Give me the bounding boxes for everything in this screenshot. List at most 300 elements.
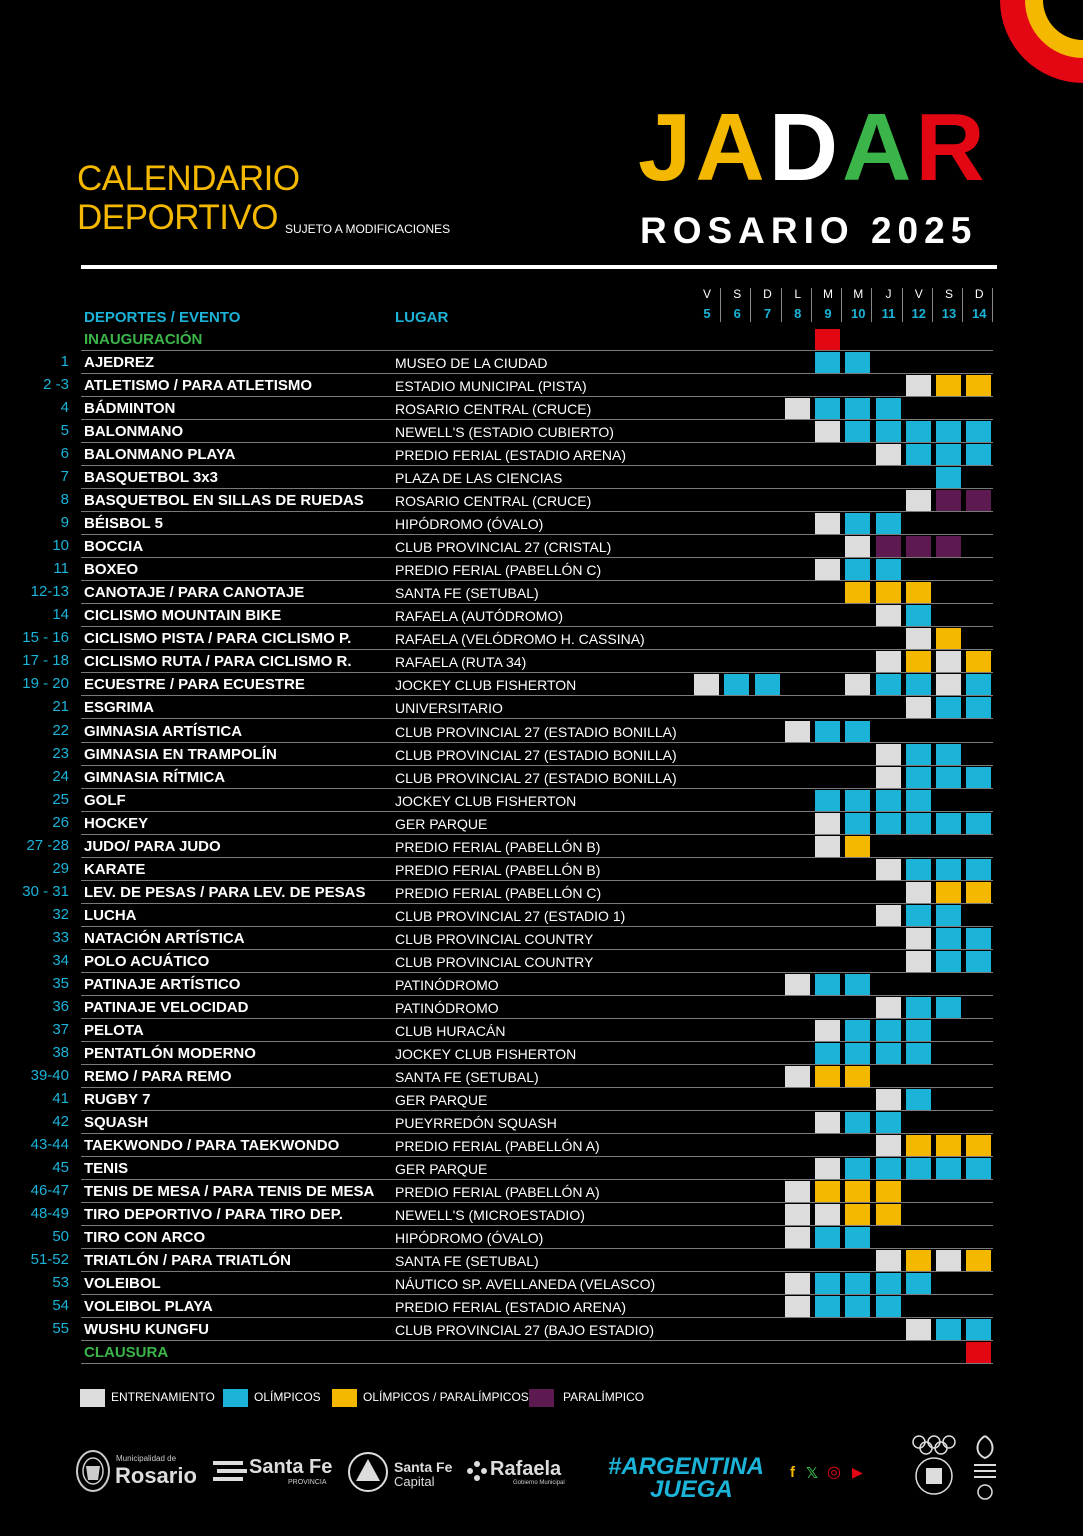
schedule-cell xyxy=(845,1181,870,1202)
sport-name: TENIS DE MESA / PARA TENIS DE MESA xyxy=(84,1183,375,1201)
venue: RAFAELA (AUTÓDROMO) xyxy=(395,608,564,625)
schedule-cell xyxy=(876,767,901,788)
schedule-cell xyxy=(966,1342,991,1363)
subject-to-change-note: SUJETO A MODIFICACIONES xyxy=(285,222,451,236)
schedule-cell xyxy=(906,582,931,603)
sport-name: HOCKEY xyxy=(84,814,149,832)
schedule-cell xyxy=(876,905,901,926)
row-number: 46-47 xyxy=(30,1182,69,1200)
schedule-cell xyxy=(876,1250,901,1271)
day-number: 14 xyxy=(972,306,987,321)
sport-name: BASQUETBOL 3x3 xyxy=(84,469,218,487)
table-row xyxy=(0,1318,1083,1341)
schedule-cell xyxy=(936,467,961,488)
row-number: 27 -28 xyxy=(26,836,69,854)
table-row xyxy=(0,581,1083,604)
schedule-cell xyxy=(936,951,961,972)
schedule-cell xyxy=(845,1112,870,1133)
table-row xyxy=(0,1134,1083,1157)
youtube-icon[interactable]: ▶ xyxy=(852,1464,863,1480)
day-letter: V xyxy=(702,287,711,301)
schedule-cell xyxy=(845,974,870,995)
schedule-cell xyxy=(906,1020,931,1041)
table-row xyxy=(0,927,1083,950)
schedule-cell xyxy=(876,559,901,580)
schedule-cell xyxy=(906,882,931,903)
schedule-cell xyxy=(966,1158,991,1179)
table-row xyxy=(0,1019,1083,1042)
row-number: 24 xyxy=(52,767,69,785)
schedule-cell xyxy=(876,813,901,834)
schedule-cell xyxy=(876,1089,901,1110)
schedule-cell xyxy=(936,1135,961,1156)
schedule-cell xyxy=(966,813,991,834)
table-row xyxy=(0,397,1083,420)
schedule-cell xyxy=(966,767,991,788)
instagram-icon[interactable]: ◎ xyxy=(827,1464,841,1481)
rafaela-sub: Gobierno Municipal xyxy=(513,1480,565,1486)
venue: MUSEO DE LA CIUDAD xyxy=(395,355,548,372)
sport-name: VOLEIBOL PLAYA xyxy=(84,1298,213,1316)
schedule-cell xyxy=(876,790,901,811)
schedule-cell xyxy=(815,1043,840,1064)
row-divider xyxy=(81,1363,993,1364)
sport-name: SQUASH xyxy=(84,1114,149,1132)
jadar-logo xyxy=(638,94,989,201)
sport-name: KARATE xyxy=(84,860,146,878)
santafe-label: Santa Fe xyxy=(249,1456,333,1478)
logo-letter: A xyxy=(695,94,769,201)
sport-name: TIRO CON ARCO xyxy=(84,1229,206,1247)
schedule-cell xyxy=(876,1043,901,1064)
schedule-cell xyxy=(845,1273,870,1294)
venue: RAFAELA (VELÓDROMO H. CASSINA) xyxy=(395,631,645,648)
capital-label-1: Santa Fe xyxy=(394,1459,453,1475)
day-letter: M xyxy=(853,287,864,301)
schedule-cell xyxy=(876,1204,901,1225)
schedule-cell xyxy=(966,674,991,695)
sport-name: LUCHA xyxy=(84,906,137,924)
sport-name: TRIATLÓN / PARA TRIATLÓN xyxy=(84,1252,291,1270)
day-number: 8 xyxy=(794,306,802,321)
schedule-cell xyxy=(755,674,780,695)
row-number: 1 xyxy=(60,353,69,371)
table-row xyxy=(0,351,1083,374)
schedule-cell xyxy=(785,721,810,742)
sport-name: BALONMANO xyxy=(84,423,184,441)
schedule-cell xyxy=(845,513,870,534)
schedule-cell xyxy=(906,1043,931,1064)
row-number: 2 -3 xyxy=(43,376,69,394)
schedule-cell xyxy=(845,836,870,857)
schedule-cell xyxy=(785,398,810,419)
sport-name: CLAUSURA xyxy=(84,1344,169,1362)
venue: GER PARQUE xyxy=(395,1091,488,1108)
schedule-cell xyxy=(876,1181,901,1202)
sport-name: BOXEO xyxy=(84,561,139,579)
row-number: 7 xyxy=(60,468,69,486)
schedule-cell xyxy=(815,836,840,857)
row-number: 51-52 xyxy=(30,1251,69,1269)
venue: CLUB PROVINCIAL COUNTRY xyxy=(395,953,594,970)
schedule-cell xyxy=(906,490,931,511)
schedule-cell xyxy=(845,1043,870,1064)
schedule-cell xyxy=(815,813,840,834)
row-number: 5 xyxy=(60,422,69,440)
sport-name: BASQUETBOL EN SILLAS DE RUEDAS xyxy=(84,492,364,510)
sport-name: PATINAJE VELOCIDAD xyxy=(84,998,249,1016)
venue: SANTA FE (SETUBAL) xyxy=(395,1068,539,1085)
paralympic-committee-icon xyxy=(970,1432,1000,1502)
row-number: 19 - 20 xyxy=(22,675,69,693)
row-number: 23 xyxy=(52,744,69,762)
sport-name: PENTATLÓN MODERNO xyxy=(84,1044,256,1062)
venue: PREDIO FERIAL (PABELLÓN C) xyxy=(395,562,602,579)
schedule-cell xyxy=(815,1158,840,1179)
schedule-cell xyxy=(815,1066,840,1087)
x-icon[interactable]: 𝕏 xyxy=(806,1465,819,1482)
venue: JOCKEY CLUB FISHERTON xyxy=(395,677,577,694)
day-number: 13 xyxy=(941,306,957,321)
schedule-cell xyxy=(906,1158,931,1179)
row-number: 32 xyxy=(52,905,69,923)
schedule-cell xyxy=(785,1296,810,1317)
row-number: 33 xyxy=(52,928,69,946)
schedule-cell xyxy=(936,997,961,1018)
schedule-cell xyxy=(815,790,840,811)
sport-name: BÉISBOL 5 xyxy=(84,515,163,533)
legend-label: ENTRENAMIENTO xyxy=(111,1390,215,1404)
schedule-cell xyxy=(815,1204,840,1225)
schedule-cell xyxy=(906,744,931,765)
schedule-cell xyxy=(906,651,931,672)
schedule-cell xyxy=(876,513,901,534)
schedule-cell xyxy=(815,721,840,742)
schedule-cell xyxy=(906,1135,931,1156)
schedule-cell xyxy=(936,928,961,949)
schedule-cell xyxy=(936,1319,961,1340)
row-number: 15 - 16 xyxy=(22,629,69,647)
schedule-cell xyxy=(845,352,870,373)
row-number: 43-44 xyxy=(30,1136,69,1154)
olympic-committee-icon xyxy=(910,1432,958,1500)
schedule-cell xyxy=(936,536,961,557)
schedule-cell xyxy=(906,1250,931,1271)
muni-label-small: Municipalidad de xyxy=(116,1454,177,1463)
sport-name: LEV. DE PESAS / PARA LEV. DE PESAS xyxy=(84,883,366,901)
schedule-cell xyxy=(876,1158,901,1179)
schedule-cell xyxy=(876,444,901,465)
schedule-cell xyxy=(815,974,840,995)
logo-letter: D xyxy=(768,94,843,201)
sport-name: PATINAJE ARTÍSTICO xyxy=(84,975,241,993)
venue: HIPÓDROMO (ÓVALO) xyxy=(395,1230,544,1247)
venue: PREDIO FERIAL (PABELLÓN B) xyxy=(395,838,601,855)
venue: PATINÓDROMO xyxy=(395,976,499,993)
sport-name: JUDO/ PARA JUDO xyxy=(84,837,221,855)
schedule-cell xyxy=(966,1135,991,1156)
hashtag-line1: #ARGENTINA xyxy=(608,1453,765,1480)
row-number: 6 xyxy=(60,445,69,463)
calendar-title-line2: DEPORTIVO xyxy=(77,198,279,237)
schedule-cell xyxy=(815,513,840,534)
sport-name: AJEDREZ xyxy=(84,354,155,372)
row-number: 53 xyxy=(52,1274,69,1292)
schedule-cell xyxy=(966,444,991,465)
table-row xyxy=(0,881,1083,904)
sport-name: BALONMANO PLAYA xyxy=(84,446,236,464)
table-row xyxy=(0,835,1083,858)
schedule-cell xyxy=(815,1273,840,1294)
row-number: 17 - 18 xyxy=(22,652,69,670)
santafe-province-icon xyxy=(213,1458,247,1484)
schedule-cell xyxy=(876,1020,901,1041)
schedule-cell xyxy=(815,1296,840,1317)
legend-swatch xyxy=(223,1389,248,1407)
legend-label: OLÍMPICOS / PARALÍMPICOS xyxy=(363,1390,529,1404)
day-letter: M xyxy=(823,287,833,301)
venue: NÁUTICO SP. AVELLANEDA (VELASCO) xyxy=(395,1276,656,1293)
logo-letter: J xyxy=(638,94,696,201)
table-row xyxy=(0,789,1083,812)
schedule-cell xyxy=(936,421,961,442)
logo-letter: R xyxy=(915,94,989,201)
schedule-cell xyxy=(876,605,901,626)
rafaela-icon xyxy=(466,1460,488,1482)
day-separator xyxy=(871,288,872,322)
venue: CLUB PROVINCIAL 27 (CRISTAL) xyxy=(395,539,612,556)
table-row xyxy=(0,996,1083,1019)
table-row xyxy=(0,466,1083,489)
sport-name: CANOTAJE / PARA CANOTAJE xyxy=(84,584,305,602)
venue: JOCKEY CLUB FISHERTON xyxy=(395,1045,577,1062)
schedule-cell xyxy=(876,1112,901,1133)
venue: GER PARQUE xyxy=(395,1161,488,1178)
schedule-cell xyxy=(906,421,931,442)
table-row xyxy=(0,696,1083,719)
venue: PREDIO FERIAL (PABELLÓN A) xyxy=(395,1138,600,1155)
schedule-cell xyxy=(876,398,901,419)
row-number: 30 - 31 xyxy=(22,882,69,900)
venue: GER PARQUE xyxy=(395,815,488,832)
schedule-cell xyxy=(936,767,961,788)
rosario-seal-icon xyxy=(74,1448,112,1494)
sport-name: VOLEIBOL xyxy=(84,1275,161,1293)
schedule-cell xyxy=(845,813,870,834)
header-divider xyxy=(81,265,997,269)
table-row xyxy=(0,743,1083,766)
legend-label: OLÍMPICOS xyxy=(254,1390,321,1404)
schedule-cell xyxy=(966,1319,991,1340)
day-separator xyxy=(992,288,993,322)
row-number: 34 xyxy=(52,951,69,969)
schedule-cell xyxy=(906,928,931,949)
row-number: 14 xyxy=(52,606,69,624)
row-number: 42 xyxy=(52,1113,69,1131)
day-separator xyxy=(750,288,751,322)
schedule-cell xyxy=(785,1181,810,1202)
table-row xyxy=(0,766,1083,789)
venue: SANTA FE (SETUBAL) xyxy=(395,1253,539,1270)
schedule-cell xyxy=(936,744,961,765)
sport-name: NATACIÓN ARTÍSTICA xyxy=(84,929,245,947)
row-number: 50 xyxy=(52,1228,69,1246)
row-number: 48-49 xyxy=(30,1205,69,1223)
schedule-cell xyxy=(936,651,961,672)
table-row xyxy=(0,489,1083,512)
row-number: 4 xyxy=(60,399,69,417)
schedule-cell xyxy=(815,559,840,580)
table-row xyxy=(0,1180,1083,1203)
row-number: 54 xyxy=(52,1297,69,1315)
venue: ESTADIO MUNICIPAL (PISTA) xyxy=(395,378,587,395)
row-number: 21 xyxy=(52,698,69,716)
schedule-cell xyxy=(845,559,870,580)
schedule-cell xyxy=(906,813,931,834)
santafe-sub: PROVINCIA xyxy=(288,1479,327,1486)
schedule-cell xyxy=(906,951,931,972)
schedule-cell xyxy=(815,1227,840,1248)
venue: UNIVERSITARIO xyxy=(395,700,503,717)
schedule-cell xyxy=(876,1296,901,1317)
table-row xyxy=(0,673,1083,696)
day-number: 11 xyxy=(881,306,896,321)
sport-name: GOLF xyxy=(84,791,126,809)
table-row xyxy=(0,512,1083,535)
schedule-cell xyxy=(906,767,931,788)
venue: ROSARIO CENTRAL (CRUCE) xyxy=(395,493,592,510)
table-row xyxy=(0,1226,1083,1249)
day-number: 9 xyxy=(824,306,832,321)
venue: CLUB PROVINCIAL 27 (BAJO ESTADIO) xyxy=(395,1322,655,1339)
schedule-cell xyxy=(936,813,961,834)
schedule-cell xyxy=(906,375,931,396)
schedule-cell xyxy=(845,421,870,442)
row-number: 25 xyxy=(52,790,69,808)
schedule-cell xyxy=(845,1296,870,1317)
sport-name: BÁDMINTON xyxy=(84,400,176,418)
schedule-cell xyxy=(936,882,961,903)
legend-swatch xyxy=(332,1389,357,1407)
schedule-cell xyxy=(845,1204,870,1225)
row-number: 22 xyxy=(52,721,69,739)
corner-decoration xyxy=(1000,0,1083,85)
schedule-cell xyxy=(906,1319,931,1340)
schedule-cell xyxy=(906,697,931,718)
venue: PREDIO FERIAL (PABELLÓN C) xyxy=(395,884,602,901)
venue: PREDIO FERIAL (PABELLÓN A) xyxy=(395,1184,600,1201)
day-letter: L xyxy=(794,287,802,301)
sport-name: CICLISMO MOUNTAIN BIKE xyxy=(84,607,282,625)
venue: JOCKEY CLUB FISHERTON xyxy=(395,792,577,809)
schedule-cell xyxy=(815,1112,840,1133)
day-separator xyxy=(811,288,812,322)
schedule-cell xyxy=(845,1066,870,1087)
row-number: 26 xyxy=(52,813,69,831)
row-number: 36 xyxy=(52,997,69,1015)
table-row xyxy=(0,1295,1083,1318)
day-number: 10 xyxy=(851,306,866,321)
table-row xyxy=(0,1088,1083,1111)
sport-name: PELOTA xyxy=(84,1021,144,1039)
sport-name: TAEKWONDO / PARA TAEKWONDO xyxy=(84,1137,340,1155)
calendar-title-line1: CALENDARIO xyxy=(77,159,300,198)
table-row xyxy=(0,1272,1083,1295)
table-row xyxy=(0,627,1083,650)
venue: CLUB HURACÁN xyxy=(395,1022,506,1039)
schedule-cell xyxy=(966,490,991,511)
schedule-cell xyxy=(966,697,991,718)
row-number: 29 xyxy=(52,859,69,877)
rafaela-label: Rafaela xyxy=(490,1458,562,1480)
table-row xyxy=(0,535,1083,558)
schedule-cell xyxy=(785,974,810,995)
muni-label: Rosario xyxy=(115,1463,197,1488)
table-row xyxy=(0,650,1083,673)
venue: ROSARIO CENTRAL (CRUCE) xyxy=(395,401,592,418)
sport-name: WUSHU KUNGFU xyxy=(84,1321,209,1339)
sport-name: ESGRIMA xyxy=(84,699,155,717)
venue: PREDIO FERIAL (PABELLÓN B) xyxy=(395,861,601,878)
table-row xyxy=(0,604,1083,627)
sport-name: TIRO DEPORTIVO / PARA TIRO DEP. xyxy=(84,1206,343,1224)
day-letter: V xyxy=(914,287,923,301)
schedule-cell xyxy=(906,605,931,626)
sport-name: GIMNASIA RÍTMICA xyxy=(84,768,226,786)
schedule-cell xyxy=(906,444,931,465)
venue: PREDIO FERIAL (ESTADIO ARENA) xyxy=(395,447,627,464)
schedule-cell xyxy=(876,536,901,557)
legend-swatch xyxy=(80,1389,105,1407)
schedule-cell xyxy=(936,859,961,880)
schedule-cell xyxy=(815,1181,840,1202)
schedule-cell xyxy=(936,905,961,926)
day-letter: D xyxy=(763,287,772,301)
table-row xyxy=(0,812,1083,835)
column-header-place: LUGAR xyxy=(395,309,449,326)
venue: RAFAELA (RUTA 34) xyxy=(395,654,527,671)
schedule-cell xyxy=(845,1020,870,1041)
schedule-cell xyxy=(876,1273,901,1294)
hashtag-line2: JUEGA xyxy=(650,1476,733,1503)
day-separator xyxy=(720,288,721,322)
row-number: 11 xyxy=(53,560,69,578)
schedule-cell xyxy=(906,905,931,926)
schedule-cell xyxy=(966,375,991,396)
schedule-cell xyxy=(906,790,931,811)
schedule-cell xyxy=(845,582,870,603)
table-row xyxy=(0,858,1083,881)
schedule-cell xyxy=(936,628,961,649)
schedule-cell xyxy=(845,721,870,742)
venue: CLUB PROVINCIAL 27 (ESTADIO BONILLA) xyxy=(395,746,677,763)
sport-name: POLO ACUÁTICO xyxy=(84,952,210,970)
venue: CLUB PROVINCIAL COUNTRY xyxy=(395,930,594,947)
day-number: 7 xyxy=(763,306,772,321)
facebook-icon[interactable]: f xyxy=(790,1464,795,1481)
schedule-cell xyxy=(876,651,901,672)
day-number: 6 xyxy=(733,306,741,321)
venue: HIPÓDROMO (ÓVALO) xyxy=(395,516,544,533)
table-row xyxy=(0,973,1083,996)
day-separator xyxy=(932,288,933,322)
schedule-cell xyxy=(936,1250,961,1271)
schedule-cell xyxy=(785,1066,810,1087)
schedule-cell xyxy=(876,674,901,695)
schedule-cell xyxy=(876,859,901,880)
schedule-cell xyxy=(966,651,991,672)
schedule-cell xyxy=(845,536,870,557)
